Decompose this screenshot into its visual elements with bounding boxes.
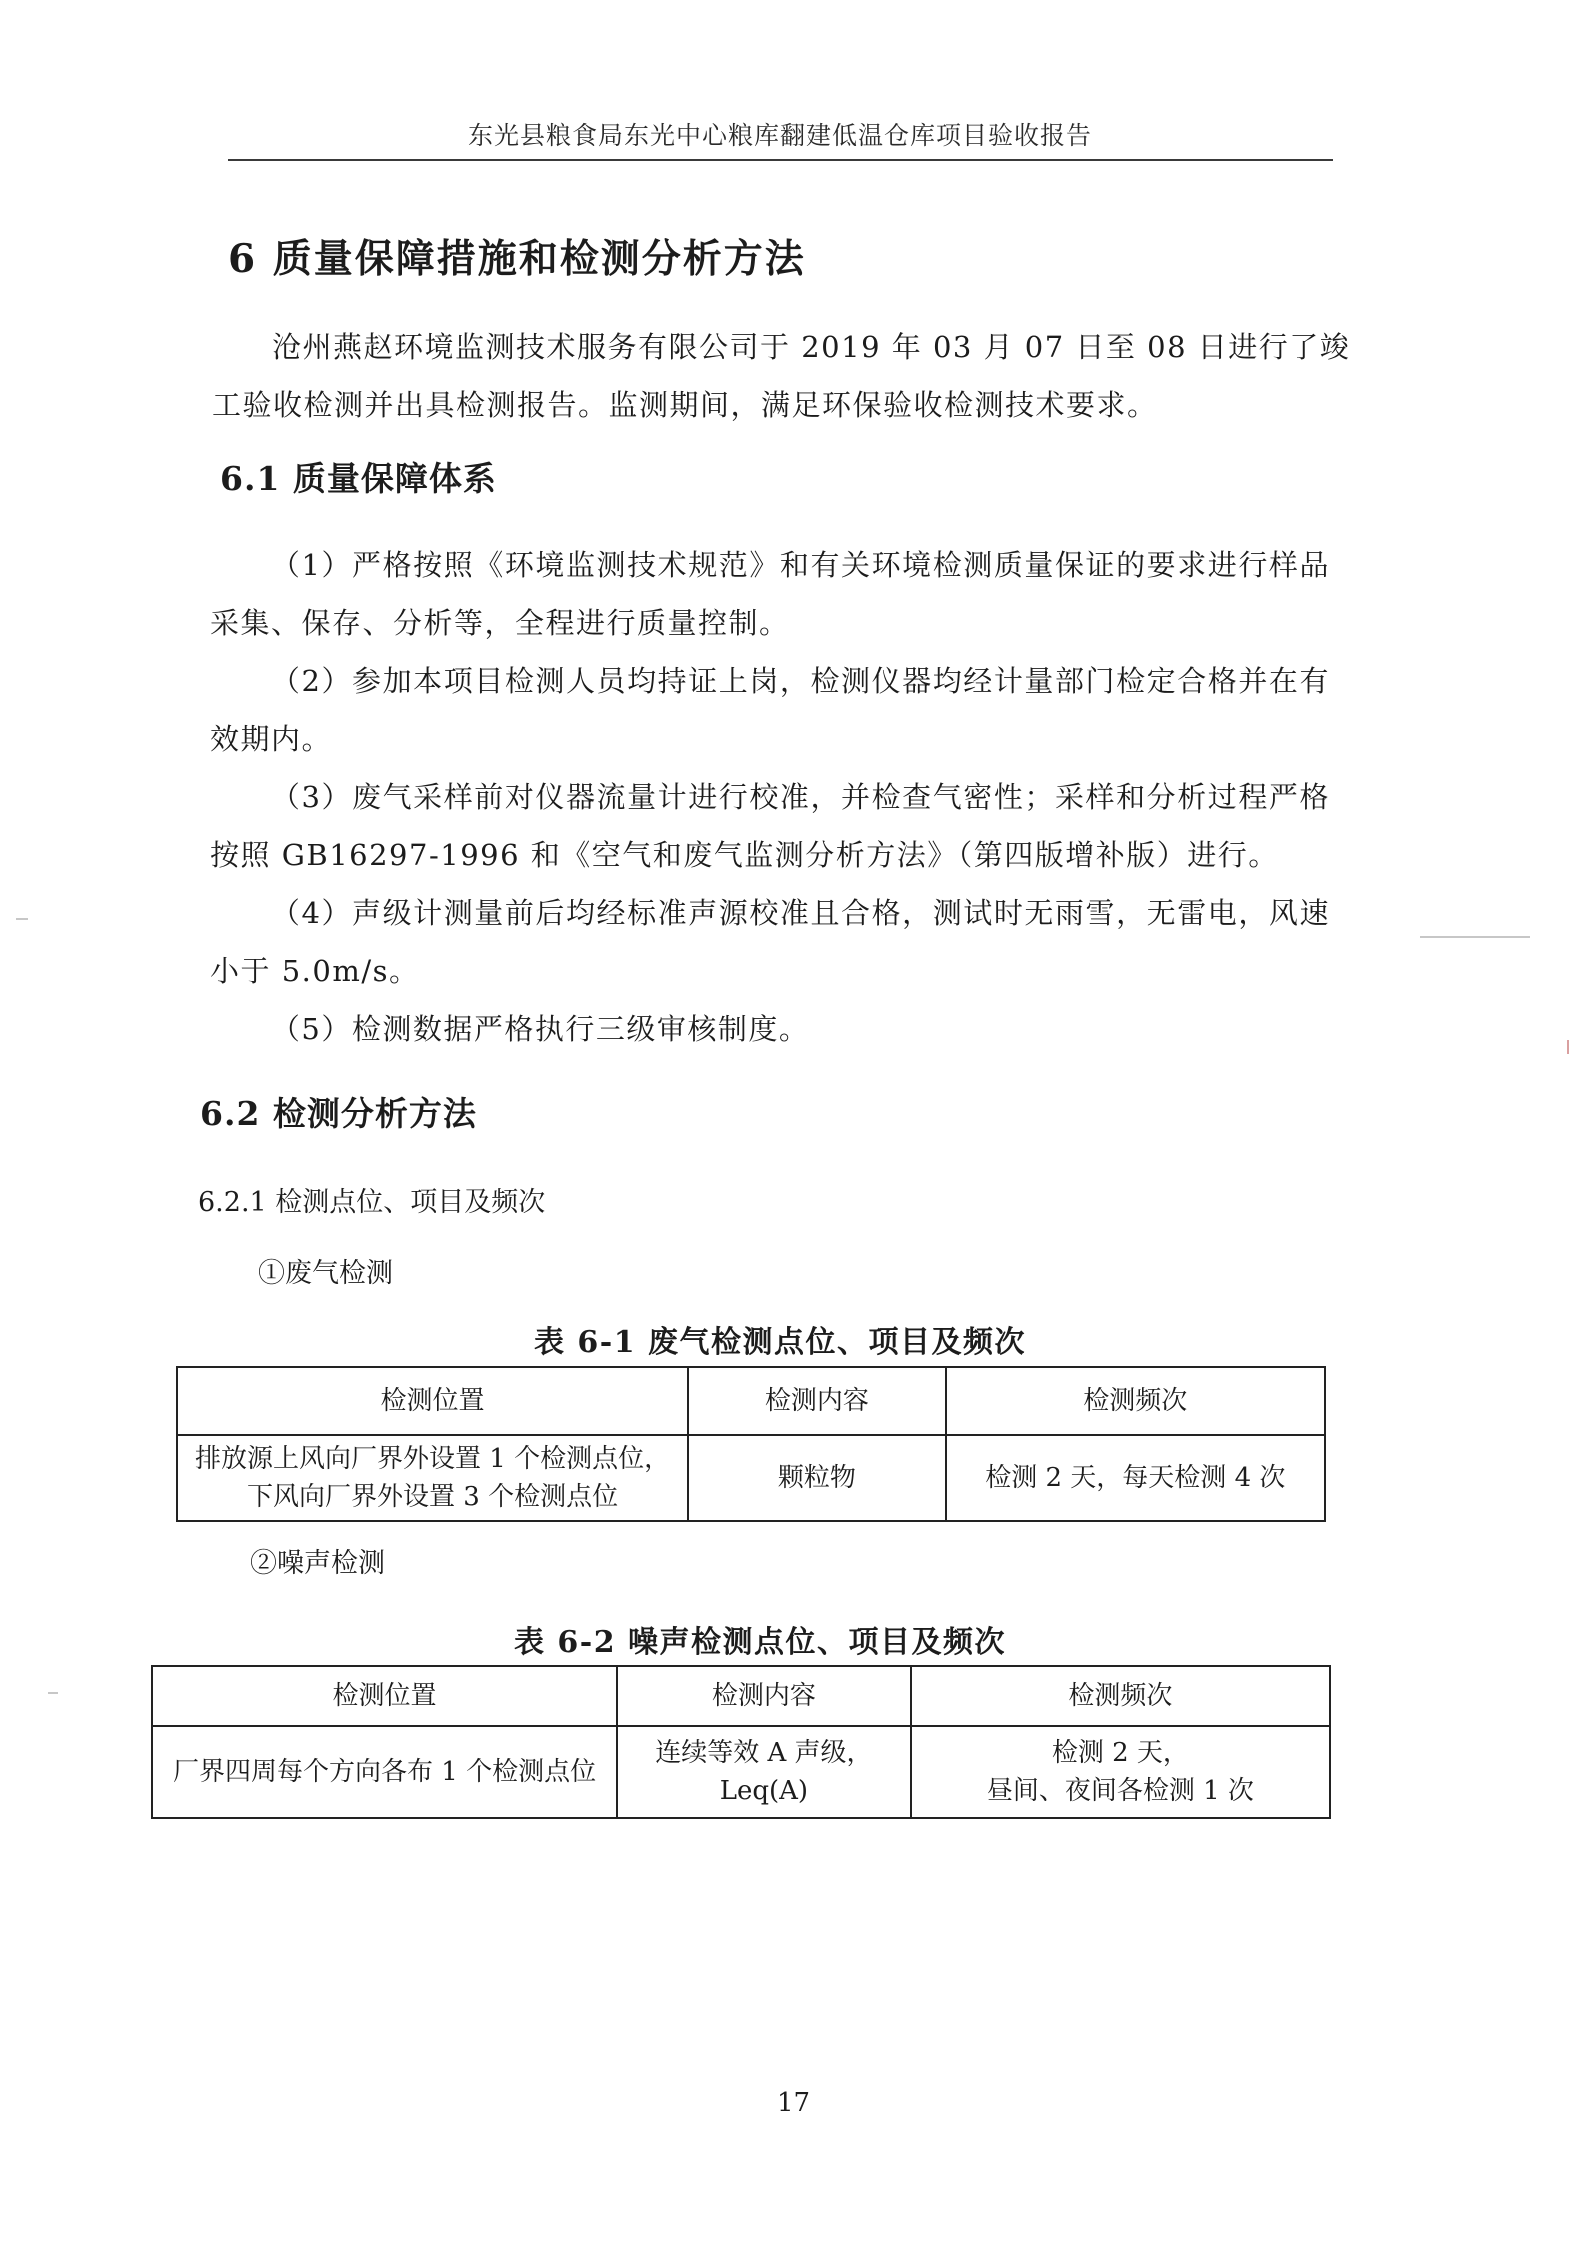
section-6-intro — [212, 318, 1351, 434]
header-frequency: 检测频次 — [911, 1666, 1330, 1726]
table-6-2-caption: 表 6-2 噪声检测点位、项目及频次 — [513, 1625, 1007, 1660]
cell-frequency — [911, 1726, 1330, 1818]
table-6-2 — [151, 1665, 1331, 1819]
header-location: 检测位置 — [177, 1367, 688, 1435]
scan-mark — [1420, 936, 1530, 938]
qa-item-5: （5）检测数据严格执行三级审核制度。 — [270, 1012, 810, 1046]
cell-frequency-line-1: 检测 2 天， — [1051, 1738, 1189, 1768]
qa-item-1: （1）严格按照《环境监测技术规范》和有关环境检测质量保证的要求进行样品采集、保存、分析等，全程进行质量控制。 — [210, 548, 1330, 640]
cell-location-line-2: 下风向厂界外设置 3 个检测点位 — [247, 1482, 619, 1512]
waste-gas-label: ①废气检测 — [258, 1258, 393, 1289]
table-header-row — [177, 1367, 1325, 1435]
section-6-2-heading: 6.2 检测分析方法 — [200, 1094, 477, 1133]
section-6-heading: 6 质量保障措施和检测分析方法 — [228, 236, 806, 282]
header-location: 检测位置 — [152, 1666, 617, 1726]
cell-frequency-line-2: 昼间、夜间各检测 1 次 — [986, 1776, 1254, 1806]
table-6-1-caption: 表 6-1 废气检测点位、项目及频次 — [533, 1325, 1027, 1360]
intro-line-1: 沧州燕赵环境监测技术服务有限公司于 2019 年 03 月 07 日至 08 日进行了竣 — [272, 330, 1351, 364]
running-header: 东光县粮食局东光中心粮库翻建低温仓库项目验收报告 — [467, 121, 1092, 150]
table-row — [177, 1435, 1325, 1521]
page-number: 17 — [776, 2088, 811, 2118]
intro-line-2: 工验收检测并出具检测报告。监测期间，满足环保验收检测技术要求。 — [212, 388, 1158, 422]
cell-content-line-2: Leq(A) — [719, 1776, 809, 1806]
header-content: 检测内容 — [688, 1367, 946, 1435]
section-6-1-heading: 6.1 质量保障体系 — [220, 459, 497, 498]
header-frequency: 检测频次 — [946, 1367, 1325, 1435]
quality-assurance-list — [210, 536, 1330, 1058]
scan-mark — [16, 918, 28, 920]
header-content: 检测内容 — [617, 1666, 911, 1726]
cell-content — [617, 1726, 911, 1818]
cell-location-line-1: 排放源上风向厂界外设置 1 个检测点位， — [195, 1444, 671, 1474]
cell-content-line-1: 连续等效 A 声级， — [655, 1738, 873, 1768]
subsection-6-2-1-heading: 6.2.1 检测点位、项目及频次 — [198, 1187, 546, 1218]
header-rule — [228, 159, 1333, 161]
cell-location: 厂界四周每个方向各布 1 个检测点位 — [152, 1726, 617, 1818]
cell-frequency: 检测 2 天，每天检测 4 次 — [946, 1435, 1325, 1521]
qa-item-3: （3）废气采样前对仪器流量计进行校准，并检查气密性；采样和分析过程严格按照 GB16297-1996 和《空气和废气监测分析方法》（第四版增补版）进行。 — [210, 780, 1330, 872]
cell-content: 颗粒物 — [688, 1435, 946, 1521]
table-header-row — [152, 1666, 1330, 1726]
cell-location — [177, 1435, 688, 1521]
noise-label: ②噪声检测 — [250, 1548, 385, 1579]
qa-item-2: （2）参加本项目检测人员均持证上岗，检测仪器均经计量部门检定合格并在有效期内。 — [210, 664, 1330, 756]
scan-mark — [1567, 1040, 1569, 1054]
qa-item-4: （4）声级计测量前后均经标准声源校准且合格，测试时无雨雪，无雷电，风速小于 5.0m/s。 — [210, 896, 1330, 988]
table-row — [152, 1726, 1330, 1818]
scan-mark — [48, 1692, 58, 1694]
table-6-1 — [176, 1366, 1326, 1522]
